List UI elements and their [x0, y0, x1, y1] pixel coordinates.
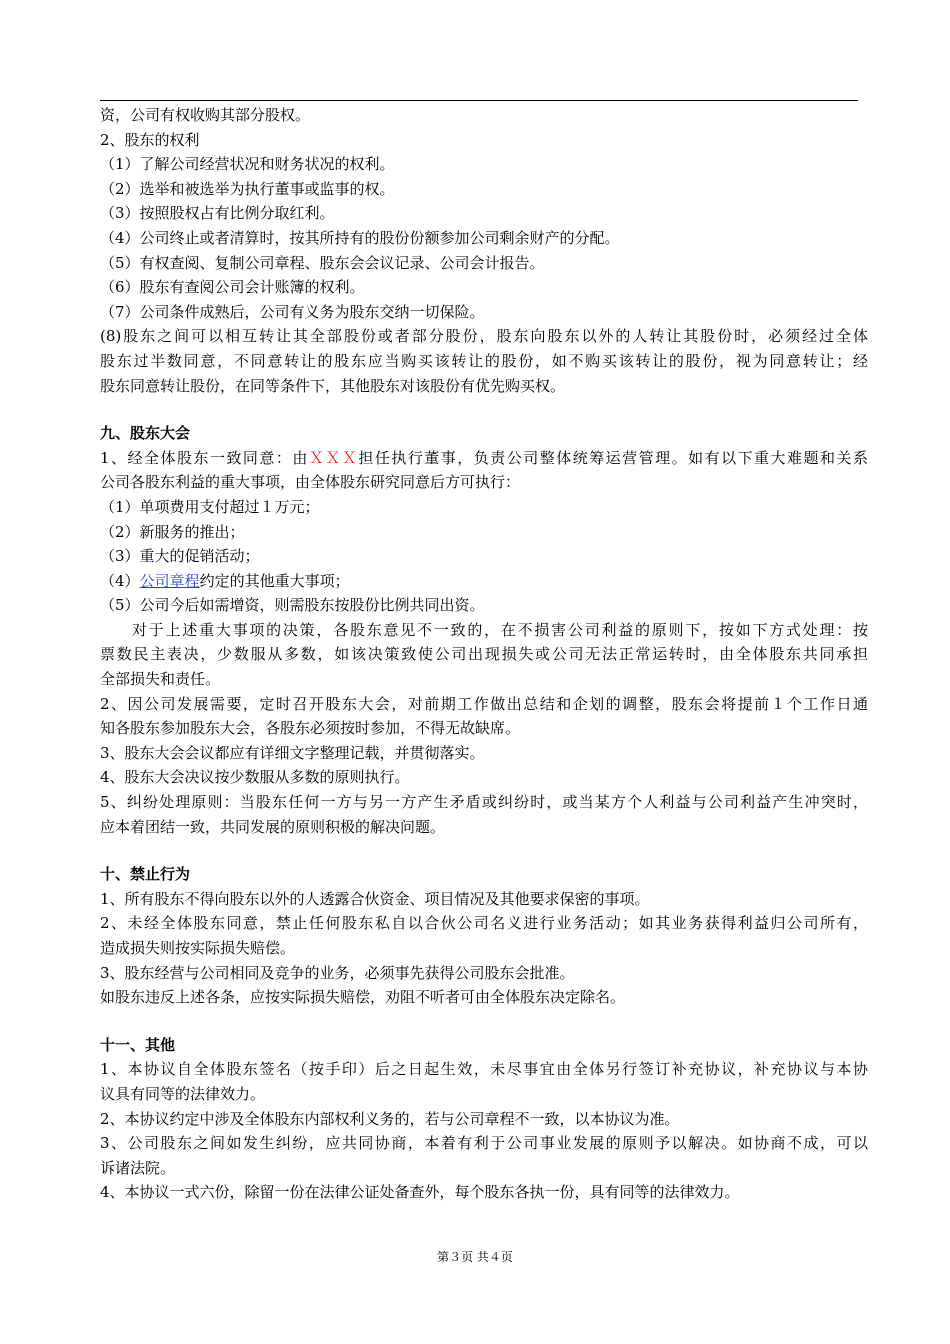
paragraph: 5、纠纷处理原则：当股东任何一方与另一方产生矛盾或纠纷时，或当某方个人利益与公司利益产生冲突时，: [100, 793, 868, 812]
paragraph-continued: 公司各股东利益的重大事项，由全体股东研究同意后方可执行：: [100, 473, 521, 492]
list-item-continued: 股东过半数同意，不同意转让的股东应当购买该转让的股份，如不购买该转让的股份，视为同意转让；经: [100, 351, 868, 370]
paragraph: 对于上述重大事项的决策，各股东意见不一致的，在不损害公司利益的原则下，按如下方式处理：按: [132, 620, 868, 639]
section-11-title: 十一、其他: [100, 1035, 176, 1054]
paragraph-continued: 议具有同等的法律效力。: [100, 1084, 266, 1103]
paragraph: 3、股东经营与公司相同及竞争的业务，必须事先获得公司股东会批准。: [100, 963, 575, 982]
section-9-title: 九、股东大会: [100, 424, 191, 443]
subsection-heading: 2、股东的权利: [100, 130, 200, 149]
header-rule: [100, 100, 858, 101]
paragraph-continued: 票数民主表决，少数服从多数，如该决策致使公司出现损失或公司无法正常运转时，由全体股东共同承担: [100, 645, 868, 664]
list-item: （6）股东有查阅公司会计账簿的权利。: [100, 278, 365, 297]
paragraph: 如股东违反上述各条，应按实际损失赔偿，劝阻不听者可由全体股东决定除名。: [100, 988, 626, 1007]
list-item: （2）选举和被选举为执行董事或监事的权。: [100, 179, 395, 198]
text-span: 担任执行董事，负责公司整体统筹运营管理。如有以下重大难题和关系: [358, 448, 868, 467]
paragraph-continued: 全部损失和责任。: [100, 670, 221, 689]
paragraph: 4、本协议一式六份，除留一份在法律公证处备查外，每个股东各执一份，具有同等的法律效力。: [100, 1183, 740, 1202]
list-item-continued: 股东同意转让股份，在同等条件下，其他股东对该股份有优先购买权。: [100, 376, 566, 395]
list-item: [100, 569, 868, 594]
paragraph: 2、本协议约定中涉及全体股东内部权利义务的，若与公司章程不一致，以本协议为准。: [100, 1109, 680, 1128]
paragraph: 4、股东大会决议按少数服从多数的原则执行。: [100, 768, 410, 787]
list-item: (8)股东之间可以相互转让其全部股份或者部分股份，股东向股东以外的人转让其股份时，必须经过全体: [100, 327, 868, 346]
paragraph: [100, 446, 868, 471]
paragraph: 1、所有股东不得向股东以外的人透露合伙资金、项目情况及其他要求保密的事项。: [100, 889, 650, 908]
list-item: （4）公司终止或者清算时，按其所持有的股份份额参加公司剩余财产的分配。: [100, 228, 620, 247]
page-number: 第３页 共４页: [437, 1250, 513, 1264]
placeholder-name: ＸＸＸ: [308, 448, 359, 467]
paragraph: 3、公司股东之间如发生纠纷，应共同协商，本着有利于公司事业发展的原则予以解决。如协商不成，可以: [100, 1134, 868, 1153]
paragraph: 3、股东大会会议都应有详细文字整理记载，并贯彻落实。: [100, 743, 485, 762]
list-item: （7）公司条件成熟后，公司有义务为股东交纳一切保险。: [100, 302, 485, 321]
text-line: 资，公司有权收购其部分股权。: [100, 106, 311, 124]
list-item: （3）重大的促销活动；: [100, 547, 260, 566]
company-charter-link[interactable]: 公司章程: [139, 571, 200, 590]
paragraph-continued: 造成损失则按实际损失赔偿。: [100, 939, 296, 957]
text-span: 1、经全体股东一致同意：由: [100, 448, 309, 467]
text-span: （4）: [100, 571, 140, 590]
list-item: （2）新服务的推出；: [100, 522, 245, 541]
list-item: （5）有权查阅、复制公司章程、股东会会议记录、公司会计报告。: [100, 253, 545, 272]
list-item: （1）单项费用支付超过１万元；: [100, 497, 320, 516]
list-item: （3）按照股权占有比例分取红利。: [100, 204, 335, 223]
paragraph-continued: 应本着团结一致，共同发展的原则积极的解决问题。: [100, 817, 446, 836]
list-item: （5）公司今后如需增资，则需股东按股份比例共同出资。: [100, 596, 485, 615]
text-span: 约定的其他重大事项；: [199, 571, 350, 590]
paragraph: 1、本协议自全体股东签名（按手印）后之日起生效，未尽事宜由全体另行签订补充协议，补充协议与本协: [100, 1060, 868, 1079]
list-item: （1）了解公司经营状况和财务状况的权利。: [100, 155, 395, 174]
paragraph: 2、未经全体股东同意，禁止任何股东私自以合伙公司名义进行业务活动；如其业务获得利益归公司所有，: [100, 914, 868, 933]
document-body: [100, 103, 868, 1205]
section-10-title: 十、禁止行为: [100, 865, 191, 884]
paragraph-continued: 诉诸法院。: [100, 1158, 176, 1177]
paragraph: 2、因公司发展需要，定时召开股东大会，对前期工作做出总结和企划的调整，股东会将提前１个工作日通: [100, 694, 868, 713]
paragraph-continued: 知各股东参加股东大会，各股东必须按时参加，不得无故缺席。: [100, 719, 521, 738]
